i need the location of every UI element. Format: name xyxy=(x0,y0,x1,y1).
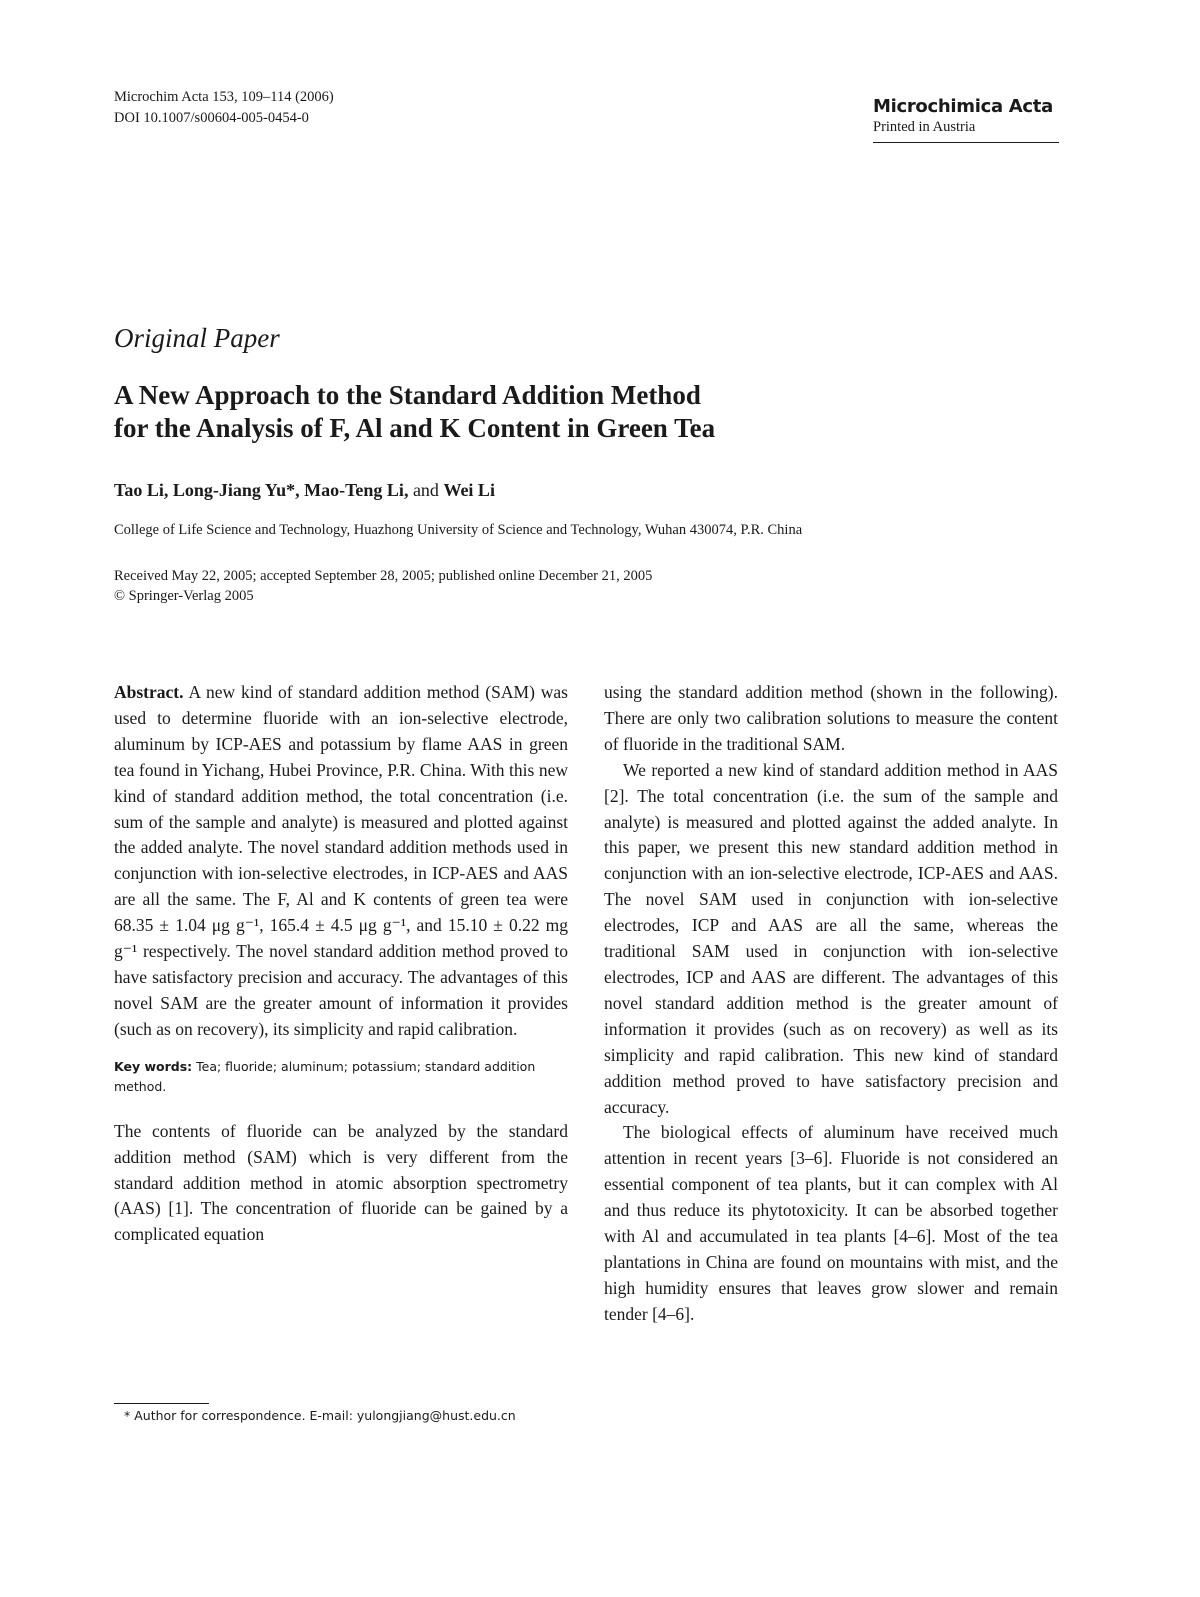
author-2: Long-Jiang Yu*, xyxy=(172,480,300,500)
author-conjunction: and xyxy=(412,480,439,500)
right-column xyxy=(604,680,1058,1328)
body-paragraph: using the standard addition method (shown in the following). There are only two calibration solutions to measure the content of fluoride in the traditional SAM. xyxy=(604,682,1058,754)
left-column xyxy=(114,680,568,1248)
journal-rule xyxy=(873,142,1059,143)
citation-journal-line: Microchim Acta 153, 109–114 (2006) xyxy=(114,89,334,105)
section-label: Original Paper xyxy=(114,323,280,353)
citation-block xyxy=(114,87,334,129)
journal-masthead xyxy=(873,96,1059,143)
publication-dates xyxy=(114,566,652,606)
body-paragraph: The biological effects of aluminum have received much attention in recent years [3–6]. Fluoride is not considered an essential component of tea plants, but it can complex with Al and thus reduce its phytotoxicity. It can be absorbed together with Al and accumulated in tea plants [4–6]. Most of the tea plantations in China are found on mountains with mist, and the high humidity ensures that leaves grow slower and remain tender [4–6]. xyxy=(604,1122,1058,1324)
abstract-label: Abstract. xyxy=(114,682,184,702)
footnote-rule xyxy=(114,1403,209,1404)
keywords xyxy=(114,1057,568,1097)
copyright: © Springer-Verlag 2005 xyxy=(114,588,254,604)
keywords-label: Key words: xyxy=(114,1058,193,1074)
author-3: Mao-Teng Li, xyxy=(304,480,409,500)
abstract-text: A new kind of standard addition method (SAM) was used to determine fluoride with an ion-selective electrode, aluminum by ICP-AES and potassium by flame AAS in green tea found in Yichang, Hubei Province, P.R. China. With this new kind of standard addition method, the total concentration (i.e. sum of the sample and analyte) is measured and plotted against the added analyte. The novel standard addition methods used in conjunction with ion-selective electrodes, in ICP-AES and AAS are all the same. The F, Al and K contents of green tea were 68.35 ± 1.04 μg g⁻¹, 165.4 ± 4.5 μg g⁻¹, and 15.10 ± 0.22 mg g⁻¹ respectively. The novel standard addition method proved to have satisfactory precision and accuracy. The advantages of this novel SAM are the greater amount of information it provides (such as on recovery), its simplicity and rapid calibration. xyxy=(114,682,568,1039)
journal-name: Microchimica Acta xyxy=(873,96,1053,117)
correspondence-footnote: * Author for correspondence. E-mail: yulongjiang@hust.edu.cn xyxy=(124,1408,516,1423)
keywords-text: Tea; fluoride; aluminum; potassium; standard addition method. xyxy=(114,1058,536,1094)
paper-title xyxy=(114,379,1014,445)
abstract xyxy=(114,680,568,1043)
citation-doi-line: DOI 10.1007/s00604-005-0454-0 xyxy=(114,110,309,126)
author-1: Tao Li, xyxy=(114,480,169,500)
affiliation: College of Life Science and Technology, Huazhong University of Science and Technology, Wuhan 430074, P.R. China xyxy=(114,522,803,538)
body-paragraph: We reported a new kind of standard addition method in AAS [2]. The total concentration (i.e. the sum of the sample and analyte) is measured and plotted against the added analyte. In this paper, we present this new standard addition method in conjunction with an ion-selective electrode, ICP-AES and AAS. The novel SAM used in conjunction with ion-selective electrodes, ICP and AAS are all the same, whereas the traditional SAM used in conjunction with ion-selective electrodes, ICP and AAS are different. The advantages of this novel standard addition method is the greater amount of information it provides (such as on recovery) as well as its simplicity and rapid calibration. This new kind of standard addition method proved to have satisfactory precision and accuracy. xyxy=(604,759,1058,1117)
received-dates: Received May 22, 2005; accepted September 28, 2005; published online December 21, 2005 xyxy=(114,568,653,584)
author-list xyxy=(114,480,495,501)
body-paragraph: The contents of fluoride can be analyzed by the standard addition method (SAM) which is very different from the standard addition method in atomic absorption spectrometry (AAS) [1]. The concentration of fluoride can be gained by a complicated equation xyxy=(114,1120,568,1245)
title-line-1: A New Approach to the Standard Addition Method xyxy=(114,380,701,410)
author-4: Wei Li xyxy=(443,480,495,500)
title-line-2: for the Analysis of F, Al and K Content in Green Tea xyxy=(114,413,716,443)
journal-printed-in: Printed in Austria xyxy=(873,119,976,135)
